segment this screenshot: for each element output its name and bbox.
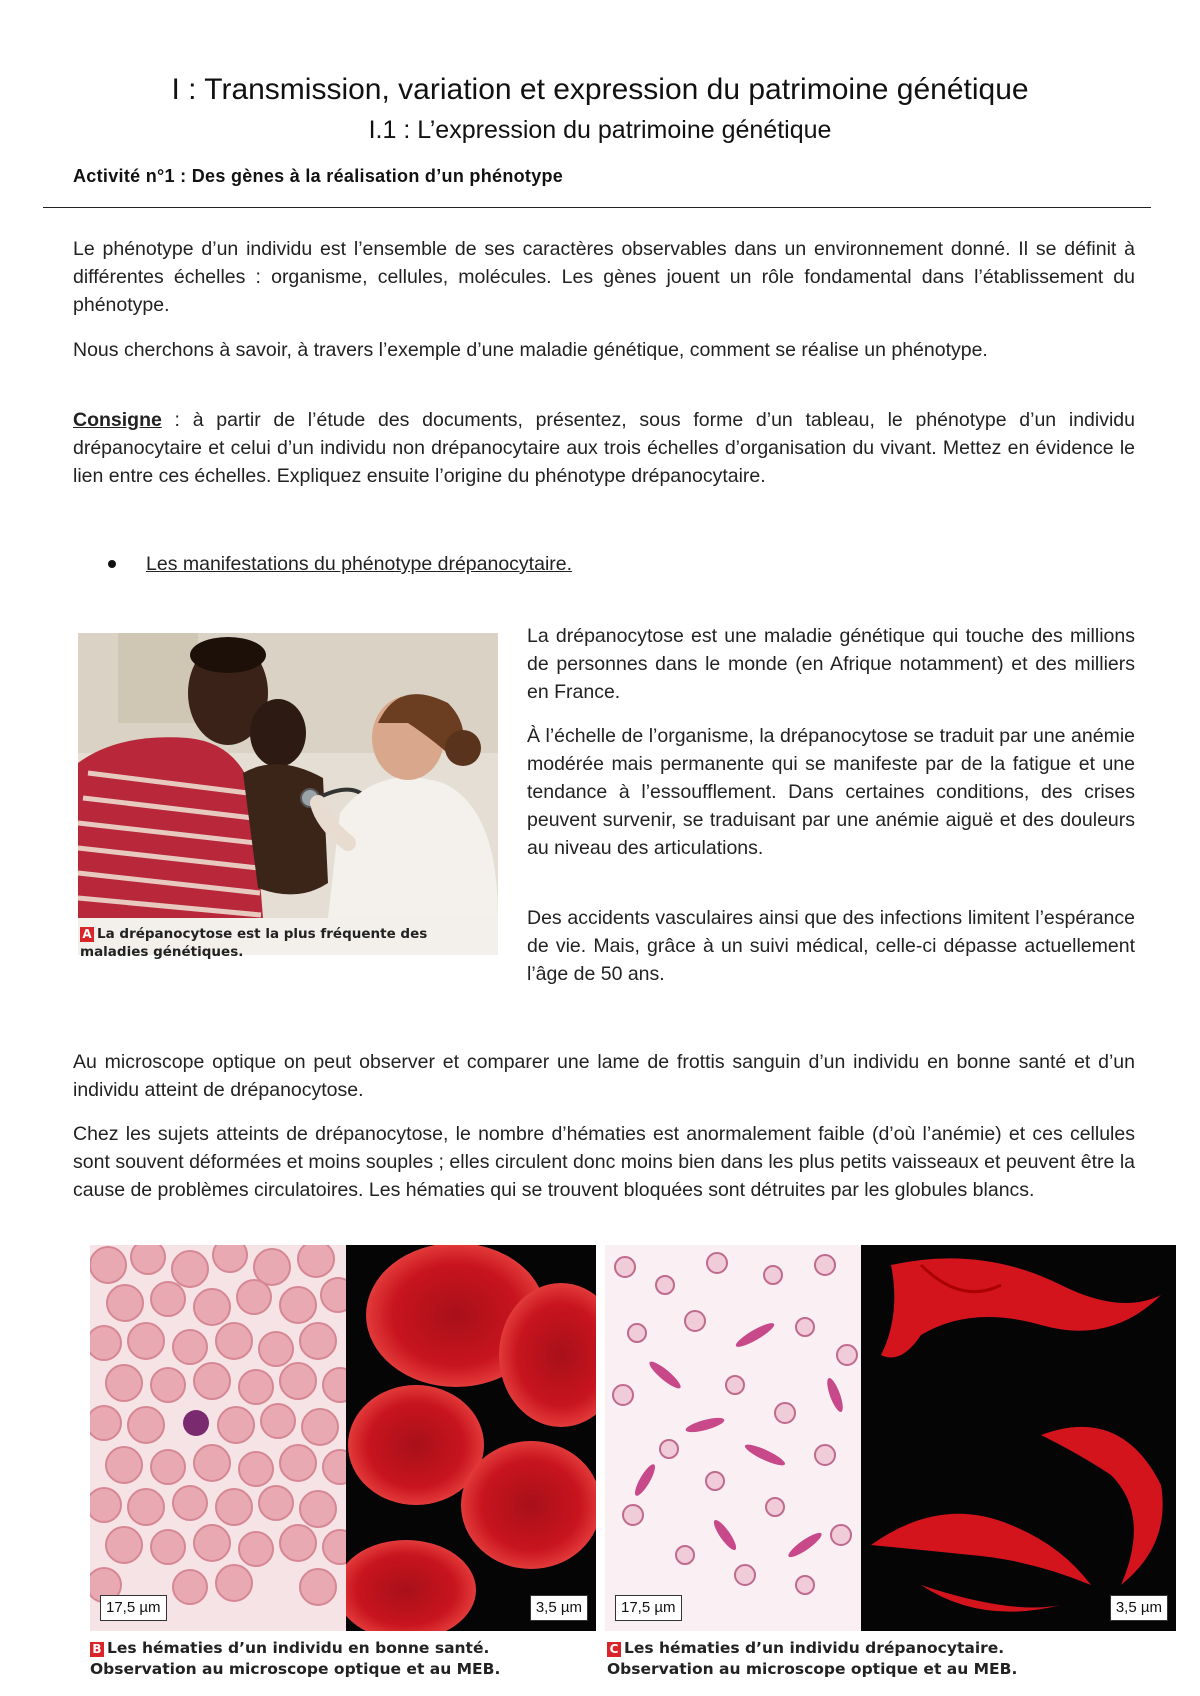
figure-a-badge: A xyxy=(80,927,94,942)
consigne-paragraph xyxy=(73,406,1135,490)
figure-a-caption-text: La drépanocytose est la plus fréquente des maladies génétiques. xyxy=(80,926,428,960)
healthy-blood-smear-illustration xyxy=(90,1245,346,1631)
doctor-examining-child-illustration xyxy=(78,633,498,918)
figure-c-caption xyxy=(607,1638,1167,1680)
drepanocytose-paragraph-3: Des accidents vasculaires ainsi que des infections limitent l’espérance de vie. Mais, grâce à un suivi médical, celle-ci dépasse actuellement l’âge de 50 ans. xyxy=(527,907,1135,985)
figure-c-optical-micrograph xyxy=(605,1245,861,1631)
figure-c-caption-title: Les hématies d’un individu drépanocytaire. xyxy=(624,1639,1005,1657)
intro-paragraph-2: Nous cherchons à savoir, à travers l’exemple d’une maladie génétique, comment se réalise un phénotype. xyxy=(73,339,988,361)
consigne-text: : à partir de l’étude des documents, présentez, sous forme d’un tableau, le phénotype d’un individu drépanocytaire et celui d’un individu non drépanocytaire aux trois échelles d’organisation du vivant. Mettez en évidence le lien entre ces échelles. Expliquez ensuite l’origine du phénotype drépanocytaire. xyxy=(73,409,1135,487)
figure-b-meb-micrograph xyxy=(346,1245,596,1631)
sickle-blood-smear-illustration xyxy=(605,1245,861,1631)
microscope-paragraph-2: Chez les sujets atteints de drépanocytose, le nombre d’hématies est anormalement faible (d’où l’anémie) et ces cellules sont souvent déformées et moins souples ; elles circulent donc moins bien dans les plus petits vaisseaux et peuvent être la cause de problèmes circulatoires. Les hématies qui se trouvent bloquées sont détruites par les globules blancs. xyxy=(73,1123,1135,1201)
figure-b-optical-scale: 17,5 µm xyxy=(100,1595,167,1621)
consigne-label: Consigne xyxy=(73,409,162,431)
figure-b-caption-title: Les hématies d’un individu en bonne santé. xyxy=(107,1639,490,1657)
figure-a-photo xyxy=(78,633,498,955)
figure-c-caption-line-1 xyxy=(607,1638,1167,1659)
figure-b-badge: B xyxy=(90,1642,104,1657)
figure-a-caption xyxy=(80,925,470,961)
figure-b-caption-line-2: Observation au microscope optique et au MEB. xyxy=(90,1660,501,1678)
drepanocytose-paragraph-1: La drépanocytose est une maladie génétique qui touche des millions de personnes dans le monde (en Afrique notamment) et des milliers en France. xyxy=(527,625,1135,703)
figure-b-meb-scale: 3,5 µm xyxy=(530,1595,588,1621)
figure-b-optical-micrograph xyxy=(90,1245,346,1631)
section-heading: Les manifestations du phénotype drépanocytaire. xyxy=(146,553,573,575)
page-title: I : Transmission, variation et expression du patrimoine génétique xyxy=(171,73,1029,106)
figure-b-caption xyxy=(90,1638,590,1680)
microscope-paragraph-1: Au microscope optique on peut observer et comparer une lame de frottis sanguin d’un individu en bonne santé et d’un individu atteint de drépanocytose. xyxy=(73,1051,1135,1101)
bullet-icon xyxy=(108,560,116,568)
header-divider xyxy=(43,207,1151,208)
healthy-red-cells-meb-illustration xyxy=(346,1245,596,1631)
figure-b-caption-line-1 xyxy=(90,1638,590,1659)
intro-paragraph-1: Le phénotype d’un individu est l’ensemble de ses caractères observables dans un environnement donné. Il se définit à différentes échelles : organisme, cellules, molécules. Les gènes jouent un rôle fondamental dans l’établissement du phénotype. xyxy=(73,238,1135,316)
sickle-cells-meb-illustration xyxy=(861,1245,1176,1631)
page-subtitle: I.1 : L’expression du patrimoine génétique xyxy=(368,116,832,144)
figure-c-meb-micrograph xyxy=(861,1245,1176,1631)
figure-c-badge: C xyxy=(607,1642,621,1657)
drepanocytose-paragraph-2: À l’échelle de l’organisme, la drépanocytose se traduit par une anémie modérée mais permanente qui se manifeste par de la fatigue et une tendance à l’essoufflement. Dans certaines conditions, des crises peuvent survenir, se traduisant par une anémie aiguë et des douleurs au niveau des articulations. xyxy=(527,725,1135,859)
figure-c-optical-scale: 17,5 µm xyxy=(615,1595,682,1621)
activity-heading: Activité n°1 : Des gènes à la réalisation d’un phénotype xyxy=(73,166,564,186)
figure-c-meb-scale: 3,5 µm xyxy=(1110,1595,1168,1621)
figure-c-caption-line-2: Observation au microscope optique et au MEB. xyxy=(607,1660,1018,1678)
